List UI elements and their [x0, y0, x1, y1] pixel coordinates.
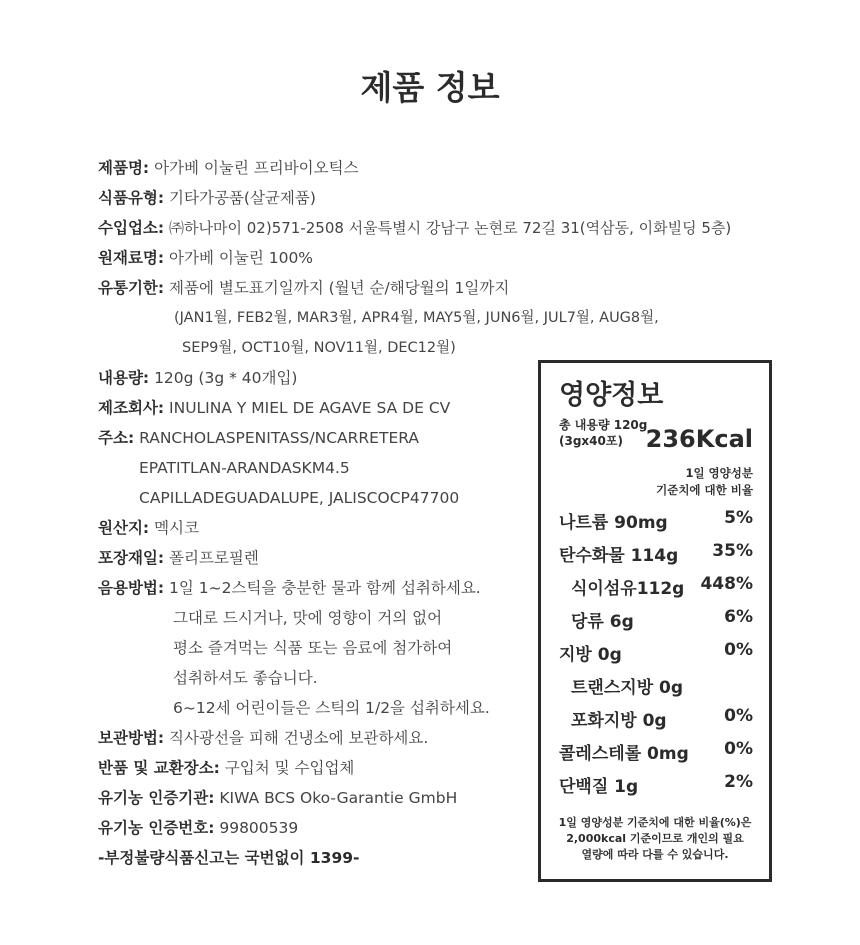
- info-usage-line4: 섭취하셔도 좋습니다.: [173, 669, 318, 687]
- label: 주소:: [98, 429, 135, 447]
- label: 유기농 인증번호:: [98, 819, 215, 837]
- value: RANCHOLASPENITASS/NCARRETERA: [139, 429, 419, 447]
- nutrient-name: 나트륨 90mg: [559, 513, 668, 533]
- value: 제품에 별도표기일까지 (월년 순/해당월의 1일까지: [169, 279, 510, 297]
- label: 유통기한:: [98, 279, 165, 297]
- info-usage-line5: 6~12세 어린이들은 스틱의 1/2을 섭취하세요.: [173, 699, 490, 717]
- nutrient-row-trans-fat: [541, 673, 769, 706]
- foot-line3: 열량에 따라 다를 수 있습니다.: [581, 848, 729, 861]
- total-line2: (3gx40포): [559, 434, 623, 448]
- nutrition-title: 영양정보: [559, 380, 664, 411]
- nutrient-row-sugar: [541, 607, 769, 640]
- label: 포장재일:: [98, 549, 165, 567]
- value: 아가베 이눌린 프리바이오틱스: [154, 159, 359, 177]
- label: 제품명:: [98, 159, 150, 177]
- nutrient-row-saturated-fat: [541, 706, 769, 739]
- info-usage-line2: 그대로 드시거나, 맛에 영향이 거의 없어: [173, 609, 443, 627]
- info-expiry-line3: SEP9월, OCT10월, NOV11월, DEC12월): [182, 340, 456, 356]
- nutrition-total-amount: [559, 417, 647, 449]
- nutrient-row-protein: [541, 772, 769, 805]
- value: KIWA BCS Oko-Garantie GmbH: [219, 789, 458, 807]
- nutrition-kcal: 236Kcal: [645, 425, 753, 453]
- nutrient-pct: 5%: [724, 508, 753, 528]
- value: 120g (3g * 40개입): [154, 369, 298, 387]
- label: 유기농 인증기관:: [98, 789, 215, 807]
- foot-line2: 2,000kcal 기준이므로 개인의 필요: [566, 832, 744, 845]
- nutrient-pct: 6%: [724, 607, 753, 627]
- info-address-line3: CAPILLADEGUADALUPE, JALISCOCP47700: [139, 489, 460, 507]
- foot-line1: 1일 영양성분 기준치에 대한 비율(%)은: [558, 816, 752, 829]
- info-address-line2: EPATITLAN-ARANDASKM4.5: [139, 459, 350, 477]
- label: 원산지:: [98, 519, 150, 537]
- value: ㈜하나마이 02)571-2508 서울특별시 강남구 논현로 72길 31(역삼동, 이화빌딩 5층): [169, 219, 732, 237]
- info-food-type: [98, 183, 798, 213]
- value: 멕시코: [154, 519, 199, 537]
- label: 보관방법:: [98, 729, 165, 747]
- info-usage-line3: 평소 즐겨먹는 식품 또는 음료에 첨가하여: [173, 639, 453, 657]
- nutrient-row-cholesterol: [541, 739, 769, 772]
- info-product-name: [98, 153, 798, 183]
- total-line1: 총 내용량 120g: [559, 418, 648, 432]
- nutrient-name: 지방 0g: [559, 645, 622, 665]
- nutrient-row-sodium: [541, 508, 769, 541]
- info-expiry-line2: (JAN1월, FEB2월, MAR3월, APR4월, MAY5월, JUN6월, JUL7월, AUG8월,: [174, 310, 659, 326]
- nutrient-row-fiber: [541, 574, 769, 607]
- nutrition-ratio-header: [656, 465, 753, 499]
- label: 원재료명:: [98, 249, 165, 267]
- label: 내용량:: [98, 369, 150, 387]
- label: 수입업소:: [98, 219, 165, 237]
- nutrient-name: 트랜스지방 0g: [571, 678, 684, 698]
- nutrient-pct: 0%: [724, 640, 753, 660]
- nutrient-row-fat: [541, 640, 769, 673]
- label: 제조회사:: [98, 399, 165, 417]
- value: 기타가공품(살균제품): [169, 189, 316, 207]
- label: 반품 및 교환장소:: [98, 759, 220, 777]
- nutrient-name: 당류 6g: [571, 612, 634, 632]
- nutrient-pct: 0%: [724, 706, 753, 726]
- nutrient-row-carbs: [541, 541, 769, 574]
- value: 아가베 이눌린 100%: [169, 249, 314, 267]
- nutrient-name: 포화지방 0g: [571, 711, 667, 731]
- nutrition-footnote: [549, 815, 761, 863]
- nutrition-facts-box: [538, 360, 772, 882]
- nutrient-pct: 2%: [724, 772, 753, 792]
- ratio-line1: 1일 영양성분: [685, 466, 753, 480]
- value: INULINA Y MIEL DE AGAVE SA DE CV: [169, 399, 451, 417]
- info-ingredients: [98, 243, 798, 273]
- label: 식품유형:: [98, 189, 165, 207]
- value: 폴리프로필렌: [169, 549, 259, 567]
- nutrient-name: 탄수화물 114g: [559, 546, 679, 566]
- label: 음용방법:: [98, 579, 165, 597]
- ratio-line2: 기준치에 대한 비율: [656, 483, 753, 497]
- nutrient-name: 식이섬유112g: [571, 579, 685, 599]
- nutrient-pct: 448%: [700, 574, 753, 594]
- nutrient-pct: 35%: [712, 541, 753, 561]
- info-expiry: [98, 273, 798, 303]
- nutrient-pct: 0%: [724, 739, 753, 759]
- value: 구입처 및 수입업체: [224, 759, 355, 777]
- value: 1일 1~2스틱을 충분한 물과 함께 섭취하세요.: [169, 579, 481, 597]
- value: 99800539: [219, 819, 299, 837]
- value: 직사광선을 피해 건냉소에 보관하세요.: [169, 729, 429, 747]
- nutrient-name: 콜레스테롤 0mg: [559, 744, 689, 764]
- nutrient-name: 단백질 1g: [559, 777, 639, 797]
- report-hotline: -부정불량식품신고는 국번없이 1399-: [98, 849, 360, 867]
- page-title: 제품 정보: [360, 68, 500, 107]
- info-importer: [98, 213, 798, 243]
